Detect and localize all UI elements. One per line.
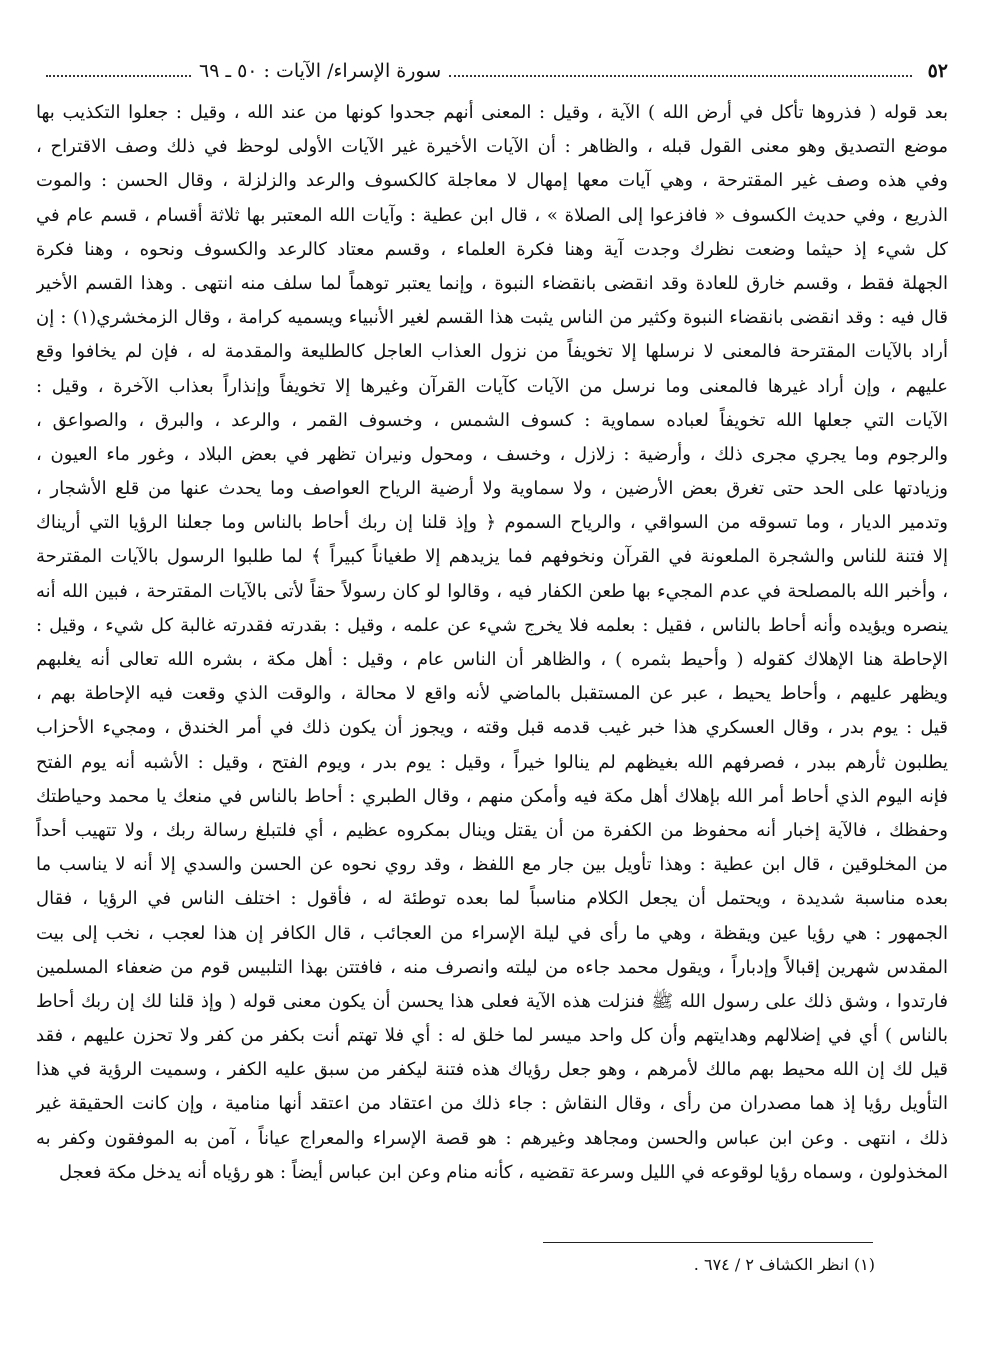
running-header: [38, 54, 948, 88]
text-line: موضع التصديق وهو معنى القول قبله ، والظاهر : أن الآيات الأخيرة غير الآيات الأولى لوحظ في ذلك وصف الاقتراح ،: [36, 136, 948, 158]
text-line: يطلبون ثأرهم ببدر ، فصرفهم الله بغيظهم لم ينالوا خيراً ، وقيل : يوم بدر ، ويوم الفتح ، وقيل : الأشبه أنه يوم الفتح: [36, 751, 948, 773]
text-line: بعده مناسبة شديدة ، ويحتمل أن يجعل الكلام مناسباً لما بعده توطئة له ، فأقول : اختلف الناس في الرؤيا ، فقال: [36, 888, 948, 910]
text-line: التأويل رؤيا إذ هما مصدران من رأى ، وقال النقاش : جاء ذلك من اعتقاد من اعتقد أنها منامية ، وإن كانت الحقيقة غير: [36, 1093, 948, 1115]
running-title: سورة الإسراء/ الآيات : ٥٠ ـ ٦٩: [199, 60, 442, 82]
page-number: ٥٢: [927, 60, 948, 82]
text-line: ينصره ويؤيده وأنه أحاط بالناس ، فقيل : بعلمه فلا يخرج شيء عن علمه ، وقيل : بقدرته فقدرته غالبة كل شيء ، وقيل :: [36, 614, 948, 636]
text-line: كل شيء إذ حيثما وضعت نظرك وجدت آية وهنا فكرة العلماء ، وقسم معتاد كالرعد والكسوف ونحوه ، وهنا فكرة: [36, 238, 948, 260]
text-line: قيل : يوم بدر ، وقال العسكري هذا خبر غيب قدمه قبل وقته ، ويجوز أن يكون ذلك في أمر الخندق ، ومجيء الأحزاب: [36, 717, 948, 739]
text-line: من المخلوقين ، قال ابن عطية : وهذا تأويل بين جار مع اللفظ ، وقد روي نحوه عن الحسن والسدي إلا أنه لا يناسب ما: [36, 854, 948, 876]
text-line: والرجوم وما يجري مجرى ذلك ، وأرضية : زلازل ، وخسف ، ومحول ونيران تظهر في بعض البلاد ، وغور ماء العيون ،: [36, 443, 948, 465]
text-line: فإنه اليوم الذي أحاط أمر الله بإهلاك أهل مكة فيه وأمكن منهم ، وقال الطبري : أحاط بالناس في منعك يا محمد وحياطتك: [36, 785, 948, 807]
text-line: الإحاطة هنا الإهلاك كقوله ( وأحيط بثمره ) ، والظاهر أن الناس عام ، وقيل : أهل مكة ، بشره الله تعالى أنه يغلبهم: [36, 649, 948, 670]
text-line: الذريع ، وفي حديث الكسوف « فافزعوا إلى الصلاة » ، قال ابن عطية : وآيات الله المعتبر بها ثلاثة أقسام ، قسم عام في: [36, 204, 948, 226]
text-line: قيل لك إن الله محيط بهم مالك لأمرهم ، وهو جعل رؤياك هذه فتنة ليكفر من سبق عليه الكفر ، وسميت الرؤية في هذا: [36, 1059, 948, 1081]
text-line: أراد بالآيات المقترحة فالمعنى لا نرسلها إلا تخويفاً من نزول العذاب العاجل كالطليعة والمقدمة له ، فإن لم يخافوا وقع: [36, 341, 948, 363]
text-line: وزيادتها على الحد حتى تغرق بعض الأرضين ، ولا سماوية ولا أرضية الرياح العواصف وما يحدث عنها من قلع الأشجار ،: [36, 478, 948, 500]
text-line: المقدس شهرين إقبالاً وإدباراً ، ويقول محمد جاءه من ليلته وانصرف منه ، فافتتن بهذا التلبيس قوم من ضعفاء المسلمين: [36, 956, 948, 978]
text-line: الجمهور : هي رؤيا عين ويقظة ، وهي ما رأى في ليلة الإسراء من العجائب ، قال الكافر إن هذا لعجب ، نخب إلى بيت: [36, 922, 948, 944]
text-line: الآيات التي جعلها الله تخويفاً لعباده سماوية : كسوف الشمس ، وخسوف القمر ، والرعد ، والبرق ، والصواعق ،: [36, 409, 948, 431]
text-line: وحفظك ، فالآية إخبار أنه محفوظ من الكفرة من أن يقتل وينال بمكروه عظيم ، أي فلتبلغ رسالة ربك ، ولا تتهيب أحداً: [36, 819, 948, 841]
footnote-separator: [543, 1242, 873, 1243]
text-line: بالناس ) أي في إضلالهم وهدايتهم وأن كل واحد ميسر لما خلق له : أي فلا تهتم أنت بكفر من كفر ولا تحزن عليهم ، فقد: [36, 1025, 948, 1047]
main-text: [36, 96, 948, 1190]
text-line: قال فيه : وقد انقضى بانقضاء النبوة وكثير من الناس يثبت هذا القسم لغير الأنبياء ويسميه كرامة ، وقال الزمخشري(١) : إن: [36, 307, 948, 329]
text-line: وتدمير الديار ، وما تسوقه من السواقي ، والرياح السموم ﴿ وإذ قلنا إن ربك أحاط بالناس وما جعلنا الرؤيا التي أريناك: [36, 512, 948, 534]
text-line: فارتدوا ، وشق ذلك على رسول الله ﷺ فنزلت هذه الآية فعلى هذا يحسن أن يكون معنى قوله ( وإذ قلنا لك إن ربك أحاط: [36, 990, 948, 1012]
text-line: المخذولون ، وسماه رؤيا لوقوعه في الليل وسرعة تقضيه ، كأنه منام وعن ابن عباس أيضاً : هو رؤياه أنه يدخل مكة فعجل: [58, 1161, 948, 1183]
footnote: (١) انظر الكشاف ٢ / ٦٧٤ .: [693, 1255, 875, 1274]
text-line: إلا فتنة للناس والشجرة الملعونة في القرآن ونخوفهم فما يزيدهم إلا طغياناً كبيراً ﴾ لما طلبوا الرسول بالآيات المقترحة: [36, 546, 948, 568]
text-line: الجهلة فقط ، وقسم خارق للعادة وقد انقضى بانقضاء النبوة ، وإنما يعتبر توهماً لما سلف منه انتهى . وهذا القسم الأخير: [36, 272, 948, 294]
text-line: ويظهر عليهم ، وأحاط يحيط ، عبر عن المستقبل بالماضي لأنه واقع لا محالة ، والوقت الذي وقعت فيه الإحاطة بهم ،: [36, 683, 948, 705]
text-line: بعد قوله ( فذروها تأكل في أرض الله ) الآية ، وقيل : المعنى أنهم جحدوا كونها من عند الله ، وقيل : جعلوا التكذيب بها: [36, 102, 948, 123]
header-leader-dots-end: [46, 65, 191, 77]
text-line: وفي هذه وصف غير المقترحة ، وهي آيات معها إمهال لا معاجلة كالكسوف والرعد والزلزلة ، وقال الحسن : والموت: [36, 170, 948, 192]
header-leader-dots: [449, 65, 911, 77]
text-line: ، وأخبر الله بالمصلحة في عدم المجيء بها طعن الكفار فيه ، وقالوا لو كان رسولاً حقاً لأتى بالآيات المقترحة ، فبين الله أنه: [36, 580, 948, 602]
text-line: عليهم ، وإن أراد غيرها فالمعنى وما نرسل من الآيات كآيات القرآن وغيرها إلا تخويفاً وإنذاراً بعذاب الآخرة ، وقيل :: [36, 375, 948, 397]
text-line: ذلك ، انتهى . وعن ابن عباس والحسن ومجاهد وغيرهم : هو قصة الإسراء والمعراج عياناً ، آمن به الموفقون وكفر به: [36, 1127, 948, 1149]
